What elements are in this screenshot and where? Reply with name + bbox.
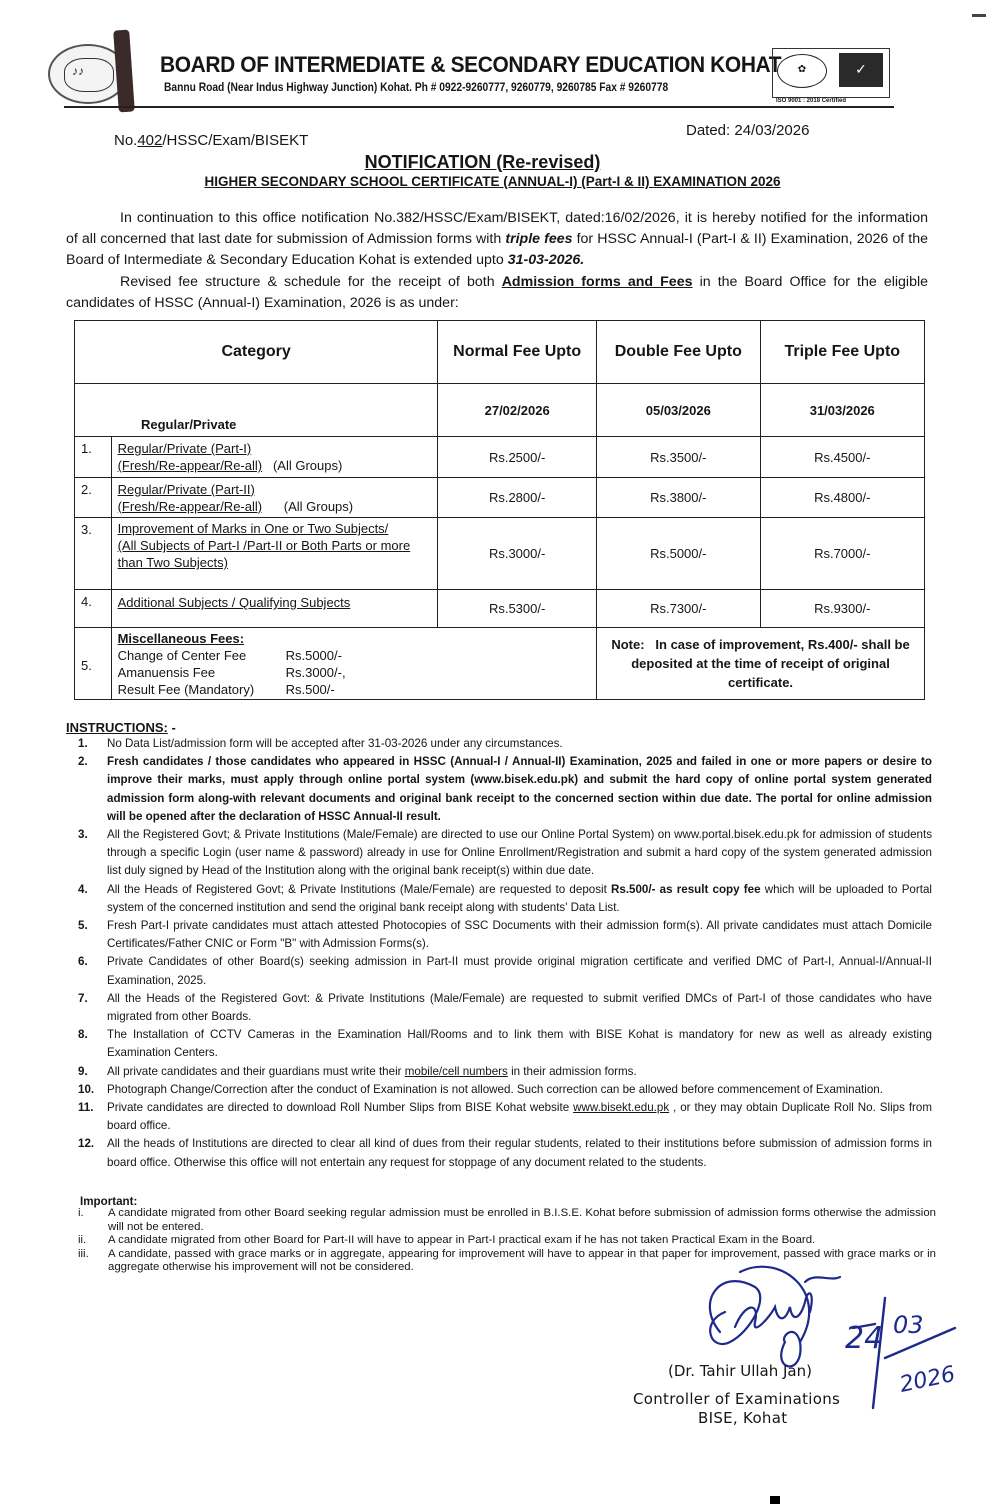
- instructions-heading-suffix: -: [167, 720, 176, 735]
- svg-text:03: 03: [893, 1311, 924, 1339]
- seal-figures-icon: ♪♪: [72, 64, 84, 78]
- handwritten-date-icon: [845, 1288, 975, 1418]
- instruction-item: [66, 881, 932, 917]
- misc-fees-cell: [111, 628, 596, 700]
- misc-fees-row: [75, 628, 925, 700]
- instruction-item: [66, 1063, 932, 1081]
- table-header-row: [75, 321, 925, 384]
- item-number: 2.: [78, 755, 88, 769]
- instruction-item: [66, 1026, 932, 1062]
- ref-number: 402: [137, 132, 163, 149]
- category-line: Improvement of Marks in One or Two Subjects/: [117, 521, 389, 536]
- iso-caption: ISO 9001 : 2018 Certified: [776, 98, 847, 104]
- ref-prefix: No.: [114, 132, 138, 149]
- instructions-list: [66, 735, 932, 1172]
- instruction-item: [66, 1099, 932, 1135]
- double-fee: Rs.3500/-: [597, 437, 760, 478]
- category-line: (All Subjects of Part-I /Part-II or Both Parts or more: [117, 538, 411, 553]
- intro-paragraph: [66, 208, 928, 271]
- svg-text:2026: 2026: [897, 1361, 958, 1398]
- header-normal-fee: Normal Fee Upto: [438, 321, 597, 384]
- misc-fee-label: Change of Center Fee: [117, 647, 247, 663]
- item-text: Private Candidates of other Board(s) seeking admission in Part-II must provide original migration certificate and verified DMC of Part-I, Annual-I/Annual-II Examination, 2025.: [107, 955, 932, 987]
- category-groups: (All Groups): [283, 498, 354, 514]
- misc-fee-value: Rs.500/-: [285, 681, 335, 697]
- date-label: Dated:: [686, 122, 731, 139]
- normal-fee: Rs.5300/-: [438, 590, 597, 628]
- item-text: All private candidates and their guardians must write their: [107, 1064, 405, 1078]
- item-text: A candidate, passed with grace marks or in aggregate, appearing for improvement will have to appear in that paper for improvement, passed with grace marks or in aggregate otherwise his improvement will not be considered.: [108, 1247, 936, 1274]
- normal-fee: Rs.3000/-: [438, 518, 597, 590]
- table-row: [75, 437, 925, 478]
- item-text: All the Heads of the Registered Govt: & Private Institutions (Male/Female) are requested to submit verified DMCs of Part-I of those candidates who have migrated from other Boards.: [107, 991, 932, 1024]
- double-deadline: 05/03/2026: [597, 384, 760, 437]
- item-number: 3.: [78, 828, 88, 842]
- item-text: No Data List/admission form will be accepted after 31-03-2026 under any circumstances.: [107, 737, 563, 750]
- item-text: in their admission forms.: [507, 1064, 637, 1078]
- misc-fees-list: [118, 647, 596, 698]
- misc-fee-label: Amanuensis Fee: [117, 664, 216, 680]
- organization-address: Bannu Road (Near Indus Highway Junction) Kohat. Ph # 0922-9260777, 9260779, 9260785 Fax # 9260778: [164, 80, 669, 94]
- misc-fee-label: Result Fee (Mandatory): [117, 681, 255, 697]
- notification-subtitle: [0, 174, 995, 189]
- item-emphasis: mobile/cell numbers: [404, 1064, 508, 1078]
- subtitle-text: HIGHER SECONDARY SCHOOL CERTIFICATE (ANNUAL-I) (Part-I & II) EXAMINATION 2026: [204, 174, 781, 189]
- instruction-item: [66, 826, 932, 881]
- scan-mark: [972, 14, 986, 17]
- item-number: 9.: [78, 1064, 88, 1078]
- p1-deadline: 31-03-2026.: [507, 252, 585, 268]
- category-line: Additional Subjects / Qualifying Subjects: [117, 595, 351, 610]
- normal-fee: Rs.2800/-: [438, 478, 597, 518]
- header-divider: [64, 106, 894, 108]
- table-row: [75, 518, 925, 590]
- instructions-heading-text: INSTRUCTIONS:: [66, 720, 168, 735]
- ref-suffix: /HSSC/Exam/BISEKT: [162, 132, 309, 149]
- row-number: 2.: [75, 478, 112, 518]
- website-link[interactable]: www.bisekt.edu.pk: [573, 1101, 670, 1115]
- item-text: All the heads of Institutions are directed to clear all kind of dues from their regular students, related to their institutions before submission of admission forms in board office. Otherwise this office will not entertain any request for stoppage of any document related to the students.: [107, 1137, 932, 1169]
- item-text: A candidate migrated from other Board seeking regular admission must be enrolled in B.I.S.E. Kohat before submission of admission forms otherwise the admission will not be entered.: [108, 1207, 936, 1233]
- p1-text-b: for HSSC Annual-I (Part-I & II) Examination, 2026 of the Board of Intermediate & Secondary Education Kohat is extended upto: [66, 231, 928, 268]
- item-emphasis: Rs.500/- as result copy fee: [611, 882, 761, 896]
- instruction-item: [66, 1081, 932, 1099]
- item-text: Fresh Part-I private candidates must attach attested Photocopies of SSC Documents with their admission form(s). All private candidates must attach Domicile Certificates/Father CNIC or Form "B" with Admission Forms(s).: [107, 919, 932, 951]
- double-fee: Rs.3800/-: [597, 478, 760, 518]
- item-text: Photograph Change/Correction after the conduct of Examination is not allowed. Such correction can be allowed before commencement of Examination.: [107, 1082, 883, 1096]
- item-number: 12.: [78, 1137, 95, 1151]
- instruction-item: [66, 953, 932, 989]
- double-fee: Rs.7300/-: [597, 590, 760, 628]
- instruction-item: [66, 1135, 932, 1171]
- normal-fee: Rs.2500/-: [438, 437, 597, 478]
- row-category: [111, 590, 438, 628]
- fee-intro-paragraph: [66, 272, 928, 314]
- item-number: 8.: [78, 1028, 88, 1042]
- triple-fee: Rs.7000/-: [760, 518, 924, 590]
- reference-number: [114, 132, 308, 149]
- normal-deadline: 27/02/2026: [438, 384, 597, 437]
- note-label: Note:: [611, 637, 645, 652]
- notification-title: [0, 152, 995, 173]
- misc-fee-value: Rs.3000/-,: [285, 664, 346, 680]
- item-number: i.: [78, 1207, 84, 1219]
- important-item: [66, 1234, 936, 1248]
- notification-date: [686, 122, 809, 139]
- header-category: Category: [75, 321, 438, 384]
- triple-fee: Rs.4800/-: [760, 478, 924, 518]
- table-row: [75, 590, 925, 628]
- item-text: All the Heads of Registered Govt; & Private Institutions (Male/Female) are requested to deposit: [107, 882, 611, 896]
- item-text: The Installation of CCTV Cameras in the Examination Hall/Rooms and to link them with BISE Kohat is mandatory for new as well as already existing Examination Centers.: [107, 1028, 932, 1060]
- header-double-fee: Double Fee Upto: [597, 321, 760, 384]
- category-line: (Fresh/Re-appear/Re-all): [117, 458, 263, 473]
- category-groups: (All Groups): [272, 458, 343, 473]
- deadline-label: Regular/Private: [75, 384, 438, 437]
- row-number: 1.: [75, 437, 112, 478]
- p1-text-a: In continuation to this office notification No.382/HSSC/Exam/BISEKT, dated:16/02/2026, it is hereby notified for the information of all concerned that last date for submission of Admission forms with: [66, 210, 928, 247]
- important-item: [66, 1207, 936, 1234]
- triple-fee: Rs.4500/-: [760, 437, 924, 478]
- row-number: 5.: [75, 628, 112, 700]
- item-number: ii.: [78, 1234, 87, 1247]
- item-number: 1.: [78, 737, 88, 750]
- item-number: 4.: [78, 882, 88, 896]
- item-number: 6.: [78, 955, 88, 969]
- item-number: 11.: [78, 1101, 94, 1115]
- item-number: 5.: [78, 919, 88, 933]
- row-number: 3.: [75, 518, 112, 590]
- row-category: [111, 437, 438, 478]
- certification-logos: [772, 48, 890, 98]
- item-number: 7.: [78, 991, 88, 1005]
- double-fee: Rs.5000/-: [597, 518, 760, 590]
- p2-text-b: in the Board Office for the eligible candidates of HSSC (Annual-I) Examination, 2026 is as under:: [66, 274, 929, 311]
- instructions-heading: [66, 720, 176, 735]
- item-text: Fresh candidates / those candidates who appeared in HSSC (Annual-I / Annual-II) Examination, 2025 and failed in one or more papers or desire to improve their marks, must apply through online portal system (www.bisek.edu.pk) and submit the hard copy of online portal system generated admission form along-with relevant documents and original bank receipt to the concerned section within due date. The portal for online admission will be opened after the declaration of HSSC Annual-II result.: [107, 755, 932, 823]
- signatory-title: Controller of Examinations: [633, 1390, 841, 1408]
- item-text: All the Registered Govt; & Private Institutions (Male/Female) are directed to use our Online Portal System) on www.portal.bisek.edu.pk for admission of students through a specific Login (user name & password) already in use for Online Enrollment/Registration and submit a hard copy of the system generated admission list duly signed by Head of the Institution along with the original bank receipt(s) within due date.: [107, 828, 932, 878]
- important-heading: Important:: [80, 1195, 138, 1208]
- instruction-item: [66, 753, 932, 826]
- improvement-note: [597, 628, 925, 700]
- iso-certification-icon: ✿: [777, 54, 827, 88]
- table-row: [75, 478, 925, 518]
- item-text: which will be uploaded to Portal system of the concerned institution and send the original bank receipt along with students' Data List.: [107, 882, 932, 914]
- binder-clip-shadow: [113, 30, 135, 113]
- item-text: A candidate migrated from other Board for Part-II will have to appear in Part-I practical exam if he has not taken Practical Exam in the Board.: [108, 1234, 816, 1247]
- row-category: [111, 518, 438, 590]
- scan-mark: [770, 1496, 780, 1504]
- signatory-name: (Dr. Tahir Ullah Jan): [668, 1362, 812, 1380]
- item-text: , or they may obtain Duplicate Roll No. Slips from board office.: [107, 1101, 933, 1133]
- svg-text:24: 24: [845, 1321, 884, 1356]
- signatory-office: BISE, Kohat: [698, 1409, 788, 1427]
- deadline-row: [75, 384, 925, 437]
- category-line: Regular/Private (Part-I): [117, 441, 252, 456]
- category-line: Regular/Private (Part-II): [117, 481, 255, 497]
- item-number: 10.: [78, 1082, 95, 1096]
- ukas-crown-check-icon: ✓: [839, 53, 883, 87]
- row-category: [111, 478, 438, 518]
- header-triple-fee: Triple Fee Upto: [760, 321, 924, 384]
- row-number: 4.: [75, 590, 112, 628]
- category-line: (Fresh/Re-appear/Re-all): [117, 498, 263, 514]
- category-line: than Two Subjects): [117, 555, 228, 570]
- p2-emphasis: Admission forms and Fees: [501, 274, 693, 290]
- misc-fees-heading: Miscellaneous Fees:: [117, 630, 245, 646]
- title-text: NOTIFICATION (Re-revised): [364, 152, 601, 172]
- instruction-item: [66, 735, 932, 753]
- fee-schedule-table: [74, 320, 925, 700]
- instruction-item: [66, 990, 932, 1026]
- note-text: In case of improvement, Rs.400/- shall be deposited at the time of receipt of original certificate.: [631, 637, 910, 690]
- organization-name: BOARD OF INTERMEDIATE & SECONDARY EDUCATION KOHAT: [160, 52, 782, 77]
- triple-fee: Rs.9300/-: [760, 590, 924, 628]
- item-number: iii.: [78, 1247, 89, 1260]
- p1-emphasis: triple fees: [505, 231, 573, 247]
- instruction-item: [66, 917, 932, 953]
- misc-fee-value: Rs.5000/-: [285, 647, 342, 663]
- p2-text-a: Revised fee structure & schedule for the receipt of both: [120, 274, 502, 290]
- triple-deadline: 31/03/2026: [760, 384, 924, 437]
- date-value: 24/03/2026: [734, 122, 810, 139]
- item-text: Private candidates are directed to download Roll Number Slips from BISE Kohat website: [107, 1101, 574, 1115]
